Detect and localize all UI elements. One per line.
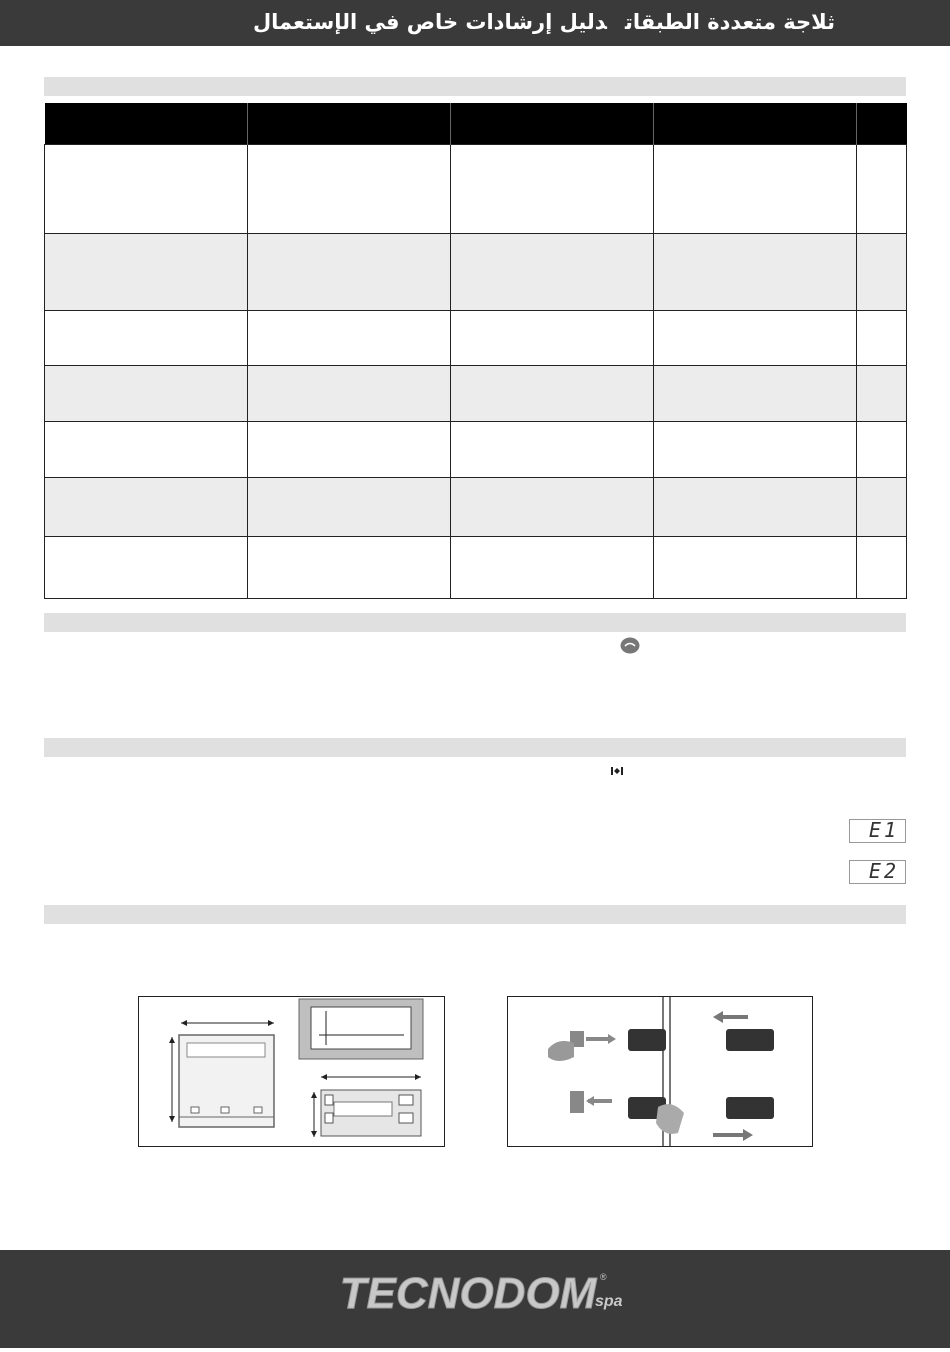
page-header	[0, 0, 950, 46]
table-header-cell	[248, 103, 451, 145]
section-bar-3	[44, 738, 906, 757]
error-code-e1-text: E1	[868, 818, 899, 842]
defrost-button-icon	[620, 637, 640, 658]
table-header-cell	[45, 103, 248, 145]
spec-table	[44, 103, 907, 599]
table-row	[45, 537, 907, 599]
header-title-manual: دليل إرشادات خاص في الإستعمال	[252, 10, 607, 34]
controller-dimensions-figure	[138, 996, 445, 1147]
error-code-e2-display	[849, 860, 906, 884]
section-bar-2	[44, 613, 906, 632]
error-code-e2-text: E2	[868, 859, 899, 883]
tecnodom-logo	[0, 1250, 950, 1348]
error-code-e1-display	[849, 819, 906, 843]
table-row	[45, 478, 907, 537]
page-footer	[0, 1250, 950, 1348]
table-header-cell	[654, 103, 857, 145]
table-header-cell	[451, 103, 654, 145]
logo-registered-mark: ®	[600, 1272, 607, 1282]
header-title-product: ثلاجة متعددة الطبقات	[624, 10, 835, 34]
table-row	[45, 422, 907, 478]
table-row	[45, 311, 907, 366]
fan-key-icon	[610, 762, 624, 781]
section-bar-1	[44, 77, 906, 96]
table-row	[45, 234, 907, 311]
section-bar-4	[44, 905, 906, 924]
logo-suffix: spa	[595, 1293, 623, 1310]
table-row	[45, 145, 907, 234]
mounting-procedure-figure	[507, 996, 813, 1147]
table-row	[45, 366, 907, 422]
header-title	[235, 10, 835, 34]
table-header-cell	[857, 103, 907, 145]
logo-wordmark: TECNODOM	[339, 1269, 597, 1318]
table-header-row	[45, 103, 907, 145]
